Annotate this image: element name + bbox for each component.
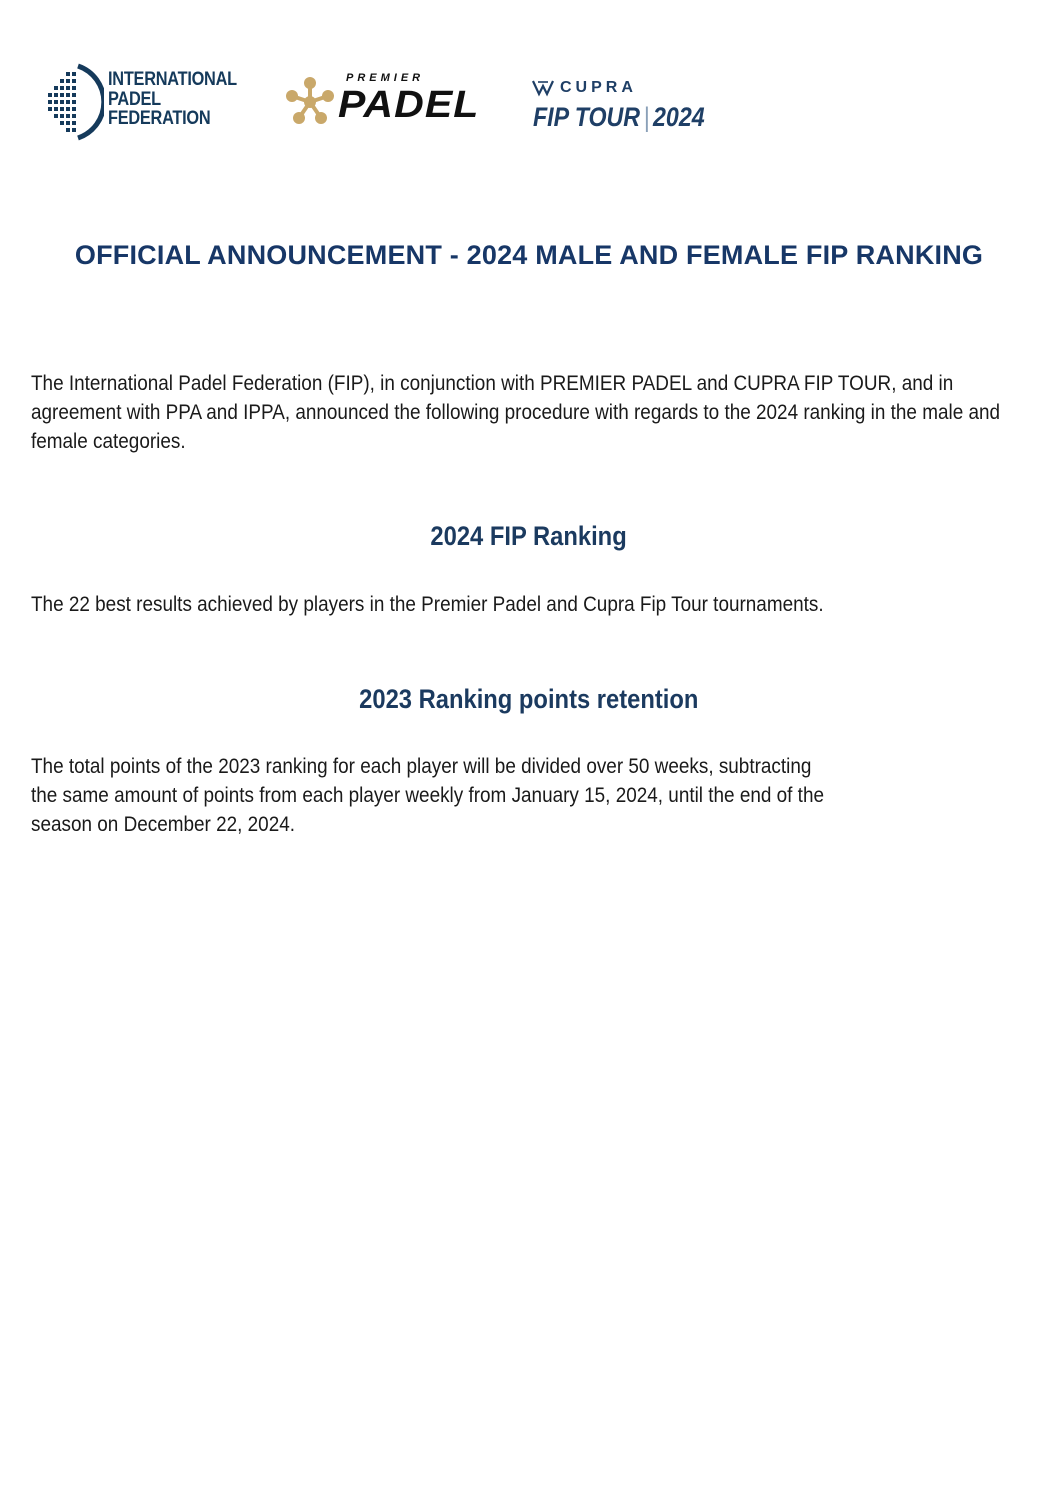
premier-padel-top-text: PREMIER (346, 72, 425, 84)
cupra-tour-text (533, 102, 705, 132)
section-heading-fip-ranking-text: 2024 FIP Ranking (430, 521, 628, 551)
section-heading-points-retention-text: 2023 Ranking points retention (359, 684, 699, 714)
page-title: OFFICIAL ANNOUNCEMENT - 2024 MALE AND FEMALE FIP RANKING (74, 240, 984, 270)
cupra-brand-text: CUPRA (560, 79, 637, 96)
fip-tour-label: FIP TOUR (533, 102, 641, 132)
cupra-emblem-icon (532, 80, 554, 98)
logo-separator: | (643, 102, 650, 132)
premier-padel-main-text: PADEL (338, 84, 480, 126)
premier-padel-logo (284, 72, 504, 132)
intro-paragraph: The International Padel Federation (FIP), in conjunction with PREMIER PADEL and CUPRA FIP TOUR, and in agreement with PPA and IPPA, announced the following procedure with regards to the 2024 ranking in the male and female categories. (31, 371, 1001, 453)
section-heading-points-retention (0, 684, 1058, 715)
cupra-fip-tour-logo (530, 76, 710, 136)
fip-logo-line3: FEDERATION (108, 108, 211, 129)
section-heading-fip-ranking (0, 521, 1058, 552)
retention-line-3: season on December 22, 2024. (31, 812, 296, 836)
fip-tour-year: 2024 (652, 102, 705, 132)
fip-logo (44, 62, 244, 142)
fip-ranking-paragraph: The 22 best results achieved by players in the Premier Padel and Cupra Fip Tour tournaments. (31, 592, 824, 616)
fip-globe-icon (44, 62, 104, 142)
retention-line-1: The total points of the 2023 ranking for each player will be divided over 50 weeks, subtracting (31, 754, 812, 778)
retention-line-2: the same amount of points from each player weekly from January 15, 2024, until the end of the (31, 783, 824, 807)
fip-logo-line1: INTERNATIONAL (108, 69, 237, 90)
premier-padel-star-icon (284, 76, 336, 128)
points-retention-paragraph (31, 752, 911, 839)
logo-header (0, 58, 1058, 148)
fip-logo-line2: PADEL (108, 88, 161, 110)
